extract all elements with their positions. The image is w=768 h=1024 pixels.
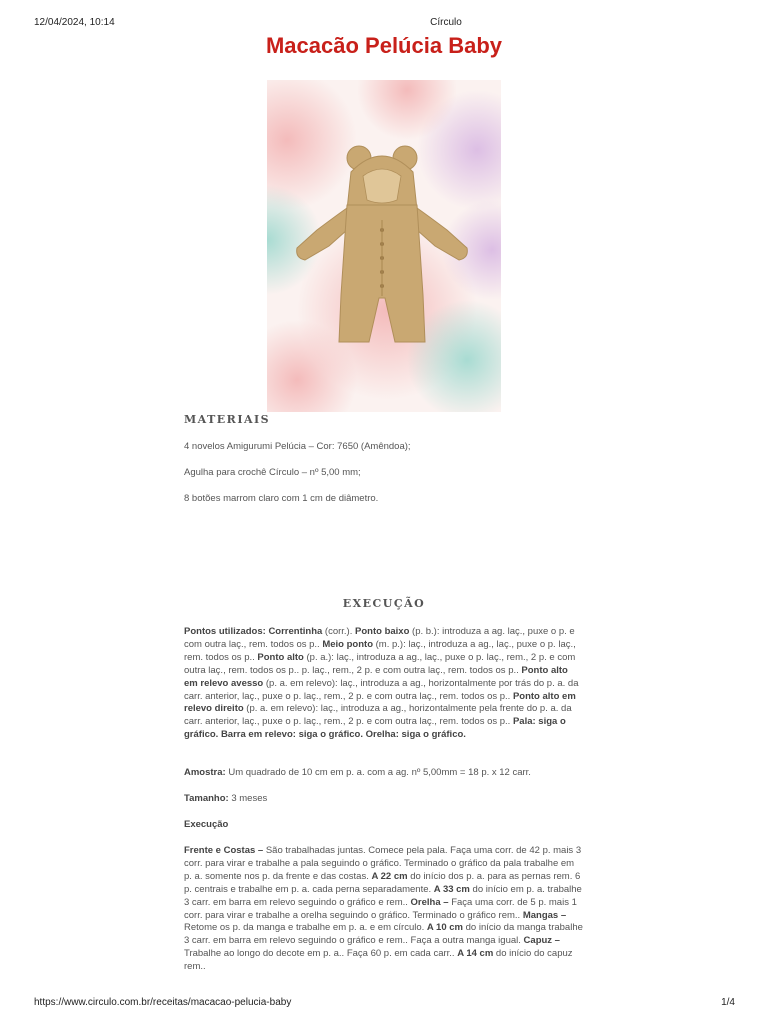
text: Trabalhe ao longo do decote em p. a.. Faça 60 p. em cada carr.. (184, 948, 458, 960)
text: (m. p.): laç., introduza a ag., laç., puxe o p. laç., rem. todos os p.. (184, 638, 576, 663)
stitches-paragraph (184, 626, 584, 742)
text: Faça uma corr. de 5 p. mais 1 corr. para virar e trabalhe a orelha seguindo o gráfico. Terminado o gráfico rem.. (184, 896, 577, 921)
text: do início do capuz rem.. (184, 948, 573, 973)
text-bold: Ponto alto (257, 651, 304, 663)
text: do início da manga trabalhe 3 carr. em barra em relevo seguindo o gráfico e rem.. Faça a outra manga igual. (184, 922, 583, 947)
text-bold: Ponto baixo (355, 626, 410, 637)
execution-subheading (184, 819, 584, 832)
material-item: Agulha para crochê Círculo – nº 5,00 mm; (184, 467, 361, 478)
text-bold: Amostra: (184, 767, 226, 778)
text-bold: Tamanho: (184, 793, 229, 804)
text-bold: A 22 cm (371, 870, 408, 882)
text-bold: A 14 cm (457, 948, 494, 960)
text: do início em p. a. trabalhe 3 carr. em barra em relevo seguindo o gráfico e rem.. (184, 883, 582, 908)
text-bold: Frente e Costas – (184, 845, 264, 856)
text-bold: Mangas – (522, 909, 567, 921)
front-back-paragraph (184, 845, 584, 974)
materials-heading: MATERIAIS (184, 413, 271, 426)
text-bold: Ponto alto em relevo avesso (184, 664, 568, 689)
text: (p. a. em relevo): laç., introduza a ag., horizontalmente por trás do p. a. da carr. anterior, laç., puxe o p. laç., rem., 2 p. e com outra laç., rem. todos os p.. (184, 677, 579, 702)
romper-illustration (267, 80, 501, 412)
page-title: Macacão Pelúcia Baby (265, 33, 502, 58)
print-site-title: Círculo (430, 17, 462, 28)
text: (corr.). (322, 626, 356, 637)
text: 3 meses (228, 793, 268, 804)
knitted-baby-romper-image (267, 80, 501, 412)
text-bold: A 33 cm (433, 883, 470, 895)
page-number: 1/4 (721, 997, 735, 1008)
text: (p. a.): laç., introduza a ag., laç., puxe o p. laç., rem., 2 p. e com outra laç., rem. todos os p.. p. laç., rem., 2 p. e com outra laç., rem. todos os p.. (184, 651, 576, 676)
execution-heading: EXECUÇÃO (342, 597, 426, 610)
text-bold: Orelha – (410, 896, 449, 908)
text: (p. a. em relevo): laç., introduza a ag., horizontalmente pela frente do p. a. da carr. anterior, laç., puxe o p. laç., rem., 2 p. e com outra laç., rem. todos os p.. (184, 703, 572, 728)
text: São trabalhadas juntas. Comece pela pala. Faça uma corr. de 42 p. mais 3 corr. para virar e trabalhe a pala seguindo o gráfico. Terminado o gráfico da pala trabalhe em p. a. somente nos p. da frente e das costas. (184, 845, 582, 882)
text-bold: Execução (184, 819, 229, 830)
text-bold: Ponto alto em relevo direito (184, 690, 576, 715)
text: Um quadrado de 10 cm em p. a. com a ag. nº 5,00mm = 18 p. x 12 carr. (225, 767, 531, 778)
material-item: 4 novelos Amigurumi Pelúcia – Cor: 7650 (Amêndoa); (184, 441, 411, 452)
print-url: https://www.circulo.com.br/receitas/macacao-pelucia-baby (34, 997, 292, 1008)
text: Retome os p. da manga e trabalhe em p. a. e em círculo. (184, 922, 427, 934)
text-bold: Pontos utilizados: Correntinha (184, 626, 323, 637)
text-bold: Capuz – (523, 935, 560, 947)
gauge-paragraph (184, 767, 584, 780)
material-item: 8 botões marrom claro com 1 cm de diâmetro. (184, 493, 379, 504)
print-datetime: 12/04/2024, 10:14 (34, 17, 115, 28)
text-bold: Pala: siga o gráfico. Barra em relevo: siga o gráfico. Orelha: siga o gráfico. (184, 716, 566, 741)
text: (p. b.): introduza a ag. laç., puxe o p. e com outra laç., rem. todos os p.. (184, 626, 575, 650)
text: do início dos p. a. para as pernas rem. 6 p. centrais e trabalhe em p. a. cada perna separadamente. (184, 870, 581, 895)
text-bold: Meio ponto (322, 638, 373, 650)
size-paragraph (184, 793, 584, 806)
text-bold: A 10 cm (426, 922, 463, 934)
